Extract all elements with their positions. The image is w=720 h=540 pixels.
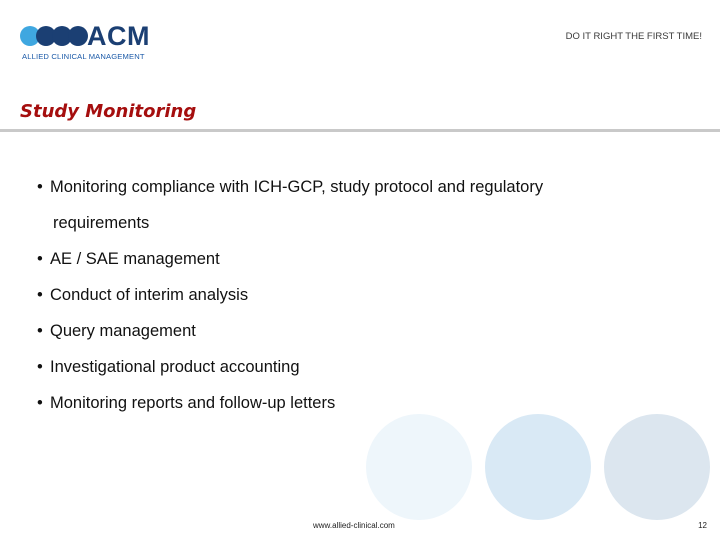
title-divider: [0, 129, 720, 132]
bullet-item: • Investigational product accounting: [37, 349, 677, 385]
bullet-item: • Monitoring compliance with ICH-GCP, study protocol and regulatory: [37, 169, 677, 205]
decorative-circle: [485, 414, 591, 520]
logo-wordmark: ACM: [87, 21, 150, 51]
logo-subtitle: ALLIED CLINICAL MANAGEMENT: [22, 52, 145, 61]
logo-dot: [68, 26, 88, 46]
bullet-item: • Conduct of interim analysis: [37, 277, 677, 313]
slide-title: Study Monitoring: [20, 101, 197, 122]
bullet-item: • Monitoring reports and follow-up letters: [37, 385, 677, 421]
decorative-circle: [366, 414, 472, 520]
page-number: 12: [698, 521, 707, 530]
acm-logo: [20, 20, 160, 64]
bullet-item-continuation: requirements: [53, 214, 150, 232]
header-tagline: DO IT RIGHT THE FIRST TIME!: [565, 31, 702, 42]
bullet-item: • AE / SAE management: [37, 241, 677, 277]
bullet-item: • Query management: [37, 313, 677, 349]
bullet-list: [37, 169, 677, 421]
footer-website: www.allied-clinical.com: [313, 521, 395, 530]
decorative-circle: [604, 414, 710, 520]
